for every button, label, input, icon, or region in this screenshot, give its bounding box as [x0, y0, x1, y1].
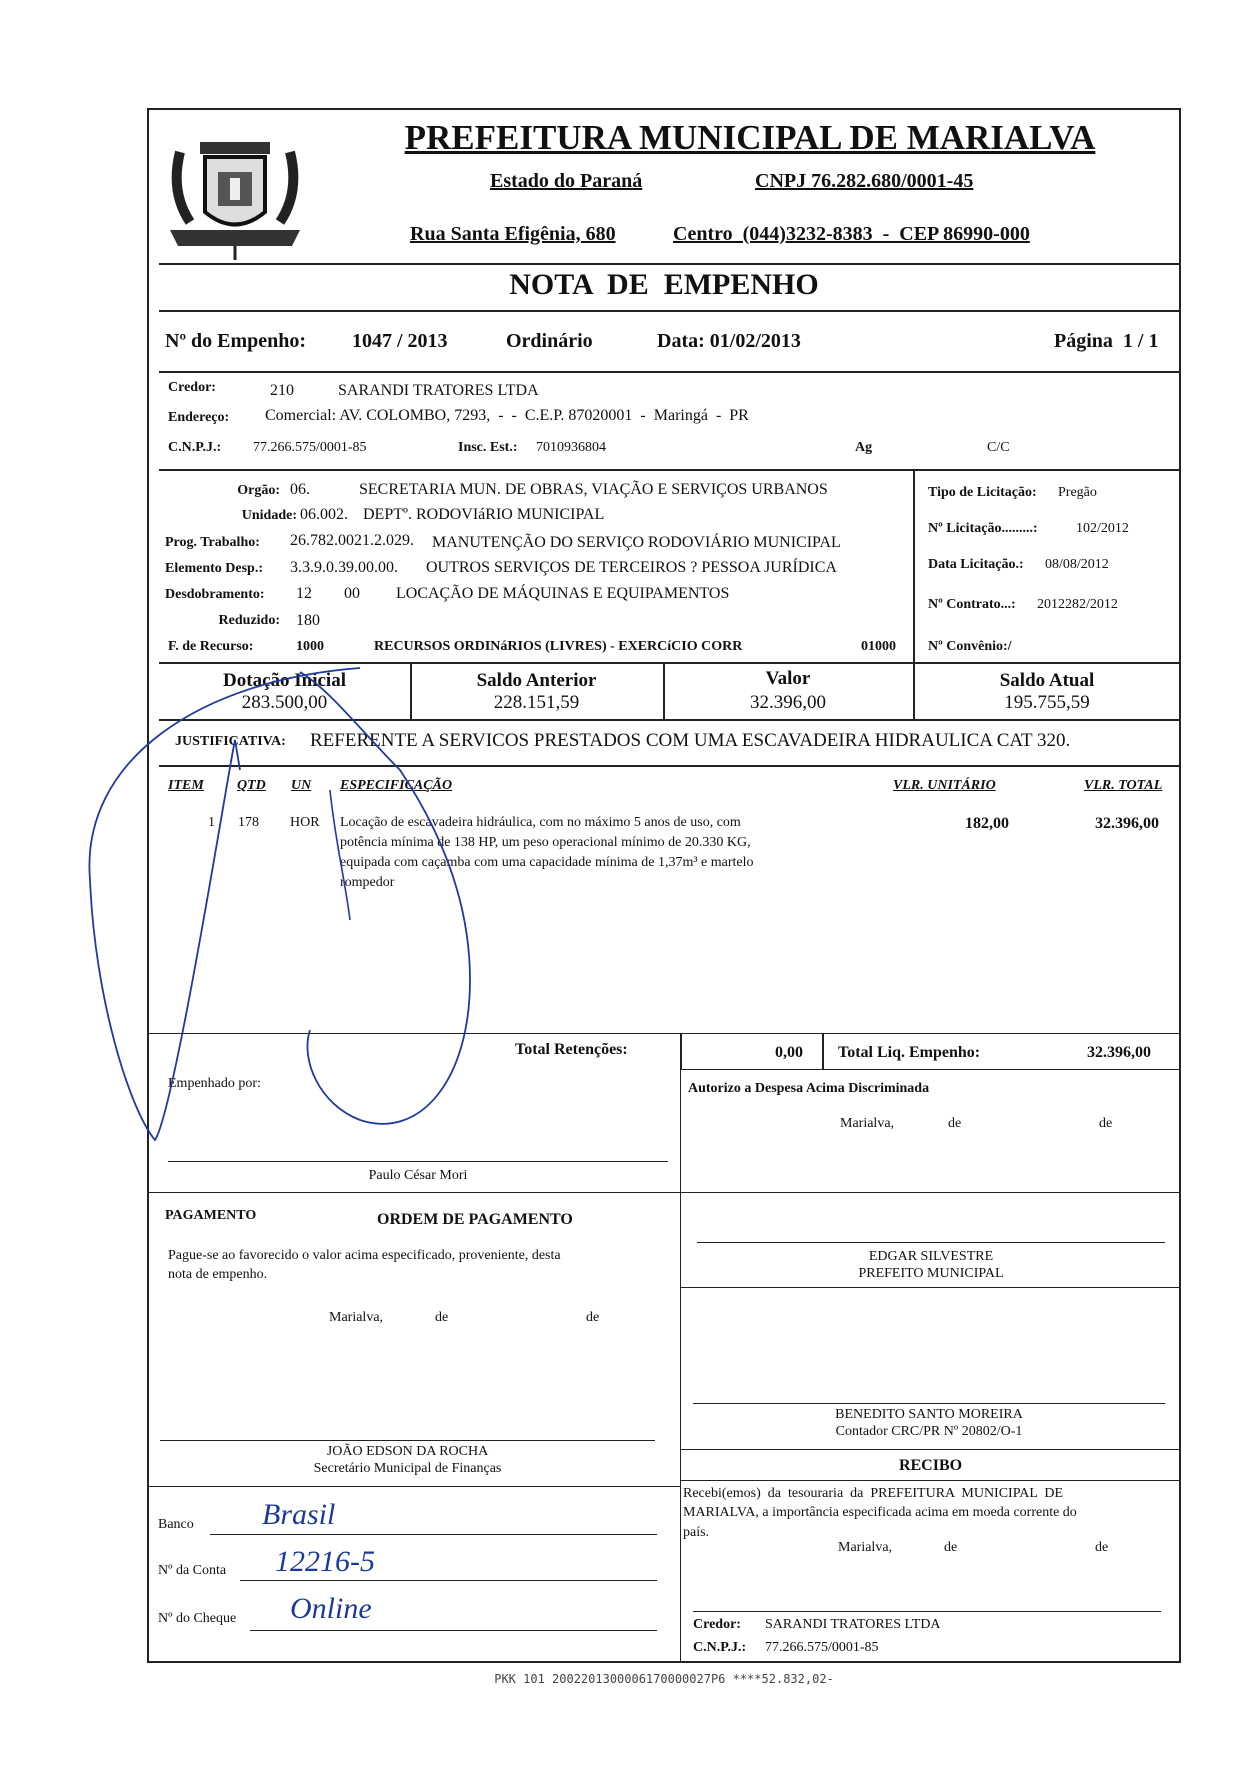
- recurso-number: 01000: [861, 639, 896, 654]
- reduzido-label: Reduzido:: [218, 613, 280, 628]
- dotacao-label: Dotação Inicial: [223, 670, 346, 691]
- pagamento-text-1: Pague-se ao favorecido o valor acima especificado, proveniente, desta: [168, 1248, 561, 1263]
- elemento-code: 3.3.9.0.39.00.00.: [290, 559, 398, 576]
- contract-number-label: Nº Contrato...:: [928, 597, 1016, 612]
- empenho-number-label: Nº do Empenho:: [165, 330, 307, 352]
- item-un: HOR: [290, 815, 320, 830]
- recurso-label: F. de Recurso:: [168, 639, 254, 654]
- elemento-name: OUTROS SERVIÇOS DE TERCEIROS ? PESSOA JURÍDICA: [426, 559, 837, 576]
- credor-cnpj: 77.266.575/0001-85: [253, 440, 367, 455]
- licitacao-date-label: Data Licitação.:: [928, 557, 1024, 572]
- item-desc-line-1: Locação de escavadeira hidráulica, com no máximo 5 anos de uso, com: [340, 815, 741, 830]
- reduzido-value: 180: [296, 612, 320, 629]
- conta-label: Nº da Conta: [158, 1563, 227, 1578]
- licitacao-number: 102/2012: [1076, 521, 1129, 536]
- desdobramento-a: 12: [296, 585, 312, 602]
- account-label: C/C: [987, 440, 1010, 455]
- total-liquido-value: 32.396,00: [1087, 1044, 1151, 1061]
- recibo-text-2: MARIALVA, a importância especificada acima em moeda corrente do: [683, 1505, 1077, 1520]
- pagamento-text-2: nota de empenho.: [168, 1267, 268, 1282]
- autorizo-de-1: de: [948, 1116, 962, 1131]
- item-unit-value: 182,00: [965, 815, 1009, 832]
- conta-handwritten: 12216-5: [275, 1545, 375, 1578]
- credor-address: Comercial: AV. COLOMBO, 7293, - - C.E.P. 87020001 - Maringá - PR: [265, 407, 749, 424]
- credor-code: 210: [270, 382, 294, 399]
- saldo-atual-value: 195.755,59: [1004, 692, 1090, 713]
- dotacao-value: 283.500,00: [241, 692, 328, 713]
- saldo-anterior-value: 228.151,59: [493, 692, 580, 713]
- orgao-label: Orgão:: [237, 483, 280, 498]
- street-address: Rua Santa Efigênia, 680: [410, 223, 616, 245]
- municipal-cnpj: CNPJ 76.282.680/0001-45: [755, 170, 974, 192]
- orgao-name: SECRETARIA MUN. DE OBRAS, VIAÇÃO E SERVIÇOS URBANOS: [359, 481, 828, 498]
- agency-label: Ag: [855, 440, 873, 455]
- secretario-name: JOÃO EDSON DA ROCHA: [326, 1444, 489, 1459]
- licitacao-type: Pregão: [1058, 485, 1097, 500]
- recibo-text-1: Recebi(emos) da tesouraria da PREFEITURA MUNICIPAL DE: [683, 1486, 1064, 1501]
- pagamento-label: PAGAMENTO: [165, 1208, 257, 1223]
- justificativa-text: REFERENTE A SERVICOS PRESTADOS COM UMA ESCAVADEIRA HIDRAULICA CAT 320.: [310, 730, 1071, 751]
- footer-code: PKK 101 2002201300006170000027P6 ****52.832,02-: [494, 1672, 834, 1686]
- recibo-de-1: de: [944, 1540, 958, 1555]
- empenho-number: 1047 / 2013: [352, 330, 448, 352]
- recibo-cnpj-label: C.N.P.J.:: [693, 1640, 747, 1655]
- prog-name: MANUTENÇÃO DO SERVIÇO RODOVIÁRIO MUNICIPAL: [432, 534, 841, 551]
- valor-label: Valor: [765, 668, 811, 689]
- retencoes-label: Total Retenções:: [515, 1041, 628, 1058]
- un-header: UN: [291, 778, 312, 793]
- qtd-header: QTD: [237, 778, 266, 793]
- recibo-title: RECIBO: [898, 1457, 963, 1474]
- credor-name: SARANDI TRATORES LTDA: [338, 382, 539, 399]
- desdobramento-label: Desdobramento:: [165, 587, 265, 602]
- prefeito-title: PREFEITO MUNICIPAL: [858, 1266, 1004, 1281]
- empenho-type: Ordinário: [506, 330, 593, 352]
- cheque-handwritten: Online: [290, 1592, 372, 1625]
- contador-name: BENEDITO SANTO MOREIRA: [835, 1407, 1023, 1422]
- credor-label: Credor:: [168, 380, 216, 395]
- autorizo-city: Marialva,: [840, 1116, 895, 1131]
- recibo-de-2: de: [1095, 1540, 1109, 1555]
- licitacao-date: 08/08/2012: [1045, 557, 1109, 572]
- autorizo-label: Autorizo a Despesa Acima Discriminada: [688, 1081, 930, 1096]
- autorizo-de-2: de: [1099, 1116, 1113, 1131]
- licitacao-type-label: Tipo de Licitação:: [928, 485, 1037, 500]
- contract-number: 2012282/2012: [1037, 597, 1118, 612]
- address-label: Endereço:: [168, 410, 230, 425]
- prog-label: Prog. Trabalho:: [165, 535, 260, 550]
- empenhado-label: Empenhado por:: [168, 1076, 261, 1091]
- page-title: PREFEITURA MUNICIPAL DE MARIALVA: [404, 118, 1096, 157]
- banco-label: Banco: [158, 1517, 194, 1532]
- unit-value-header: VLR. UNITÁRIO: [893, 778, 996, 793]
- address-details: Centro (044)3232-8383 - CEP 86990-000: [673, 223, 1030, 245]
- cnpj-label: C.N.P.J.:: [168, 440, 222, 455]
- empenhado-name: Paulo César Mori: [368, 1168, 468, 1183]
- recurso-code: 1000: [296, 639, 324, 654]
- doc-title: NOTA DE EMPENHO: [509, 268, 819, 301]
- item-total-value: 32.396,00: [1095, 815, 1159, 832]
- recibo-credor-label: Credor:: [693, 1617, 741, 1632]
- secretario-title: Secretário Municipal de Finanças: [313, 1461, 502, 1476]
- pagamento-city: Marialva,: [329, 1310, 384, 1325]
- empenho-date: Data: 01/02/2013: [657, 330, 801, 352]
- saldo-anterior-label: Saldo Anterior: [476, 670, 597, 691]
- recibo-cnpj: 77.266.575/0001-85: [765, 1640, 879, 1655]
- orgao-code: 06.: [290, 481, 310, 498]
- desdobramento-b: 00: [344, 585, 360, 602]
- state-name: Estado do Paraná: [490, 170, 643, 192]
- prog-code: 26.782.0021.2.029.: [290, 532, 414, 549]
- ordem-pagamento-label: ORDEM DE PAGAMENTO: [377, 1211, 573, 1228]
- justificativa-label: JUSTIFICATIVA:: [175, 734, 286, 749]
- contador-title: Contador CRC/PR Nº 20802/O-1: [835, 1424, 1023, 1439]
- unidade-label: Unidade:: [241, 508, 297, 523]
- cheque-label: Nº do Cheque: [158, 1611, 237, 1626]
- total-liquido-label: Total Liq. Empenho:: [838, 1044, 981, 1061]
- recibo-city: Marialva,: [838, 1540, 893, 1555]
- unidade-code: 06.002.: [300, 506, 348, 523]
- item-desc-line-4: rompedor: [340, 875, 395, 890]
- valor-value: 32.396,00: [750, 692, 826, 713]
- total-value-header: VLR. TOTAL: [1084, 778, 1163, 793]
- elemento-label: Elemento Desp.:: [165, 561, 263, 576]
- saldo-atual-label: Saldo Atual: [999, 670, 1095, 691]
- item-header: ITEM: [168, 778, 204, 793]
- recibo-credor-name: SARANDI TRATORES LTDA: [765, 1617, 941, 1632]
- page-number: Página 1 / 1: [1054, 330, 1159, 352]
- pagamento-de-2: de: [586, 1310, 600, 1325]
- desdobramento-name: LOCAÇÃO DE MÁQUINAS E EQUIPAMENTOS: [396, 585, 730, 602]
- prefeito-name: EDGAR SILVESTRE: [868, 1249, 994, 1264]
- insc-label: Insc. Est.:: [458, 440, 518, 455]
- especificacao-header: ESPECIFICAÇÃO: [340, 778, 453, 793]
- item-number: 1: [208, 815, 215, 830]
- item-desc-line-2: potência mínima de 138 HP, um peso operacional mínimo de 20.330 KG,: [340, 835, 751, 850]
- pagamento-de-1: de: [435, 1310, 449, 1325]
- banco-handwritten: Brasil: [262, 1498, 336, 1531]
- insc-value: 7010936804: [536, 440, 606, 455]
- licitacao-number-label: Nº Licitação.........:: [928, 521, 1038, 536]
- item-desc-line-3: equipada com caçamba com uma capacidade mínima de 1,37m³ e martelo: [340, 855, 754, 870]
- unidade-name: DEPTº. RODOVIáRIO MUNICIPAL: [363, 506, 605, 523]
- retencoes-value: 0,00: [775, 1044, 803, 1061]
- item-qtd: 178: [238, 815, 259, 830]
- convenio-label: Nº Convênio:/: [928, 639, 1012, 654]
- recibo-text-3: país.: [683, 1525, 710, 1540]
- recurso-name: RECURSOS ORDINáRIOS (LIVRES) - EXERCíCIO CORR: [374, 639, 743, 654]
